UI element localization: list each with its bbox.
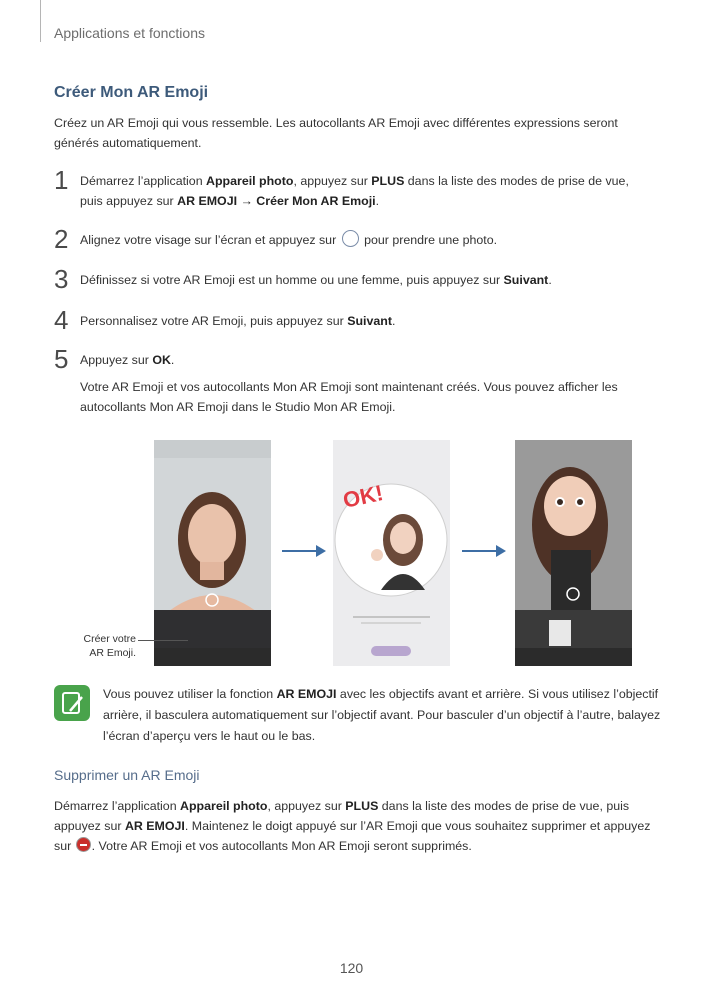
screenshot-ok-sticker	[333, 440, 450, 666]
delete-minus-icon	[76, 837, 91, 852]
step-number: 3	[54, 264, 69, 294]
camera-shutter-icon	[342, 230, 359, 247]
step-number: 5	[54, 344, 69, 374]
screenshot-selfie	[154, 440, 271, 666]
selfie-photo	[154, 440, 271, 666]
step-number: 2	[54, 224, 69, 254]
callout-label: Créer votre AR Emoji.	[83, 633, 136, 659]
delete-paragraph: Démarrez l’application Appareil photo, appuyez sur PLUS dans la liste des modes de prise de vue, puis appuyez sur AR EMOJI. Maintenez le doigt appuyé sur l’AR Emoji que vous souhaitez supprimer et appuyez sur . Votre AR Emoji et vos autocollants Mon AR Emoji seront supprimés.	[54, 799, 651, 853]
page-number: 120	[339, 960, 364, 976]
intro-paragraph: Créez un AR Emoji qui vous ressemble. Les autocollants AR Emoji avec différentes expressions seront générés automatiquement.	[54, 116, 618, 150]
page-header: Applications et fonctions	[54, 25, 205, 41]
note-pencil-icon	[54, 685, 90, 721]
subheading: Supprimer un AR Emoji	[54, 767, 200, 783]
page-edge-line	[40, 0, 41, 42]
note-text: Vous pouvez utiliser la fonction AR EMOJI avec les objectifs avant et arrière. Si vous utilisez l’objectif arrière, il basculera automatiquement sur l’objectif avant. Pour basculer d’un objectif à l’autre, balayez l’écran d’aperçu vers le haut ou le bas.	[103, 687, 661, 743]
step-text: Appuyez sur OK.	[80, 353, 175, 367]
arrow-right-icon	[282, 550, 324, 552]
callout-line	[138, 640, 188, 641]
step-text: Personnalisez votre AR Emoji, puis appuyez sur Suivant.	[80, 314, 396, 328]
bottom-toolbar	[154, 648, 271, 666]
step-5-detail: Votre AR Emoji et vos autocollants Mon AR Emoji sont maintenant créés. Vous pouvez afficher les autocollants Mon AR Emoji dans le Studio Mon AR Emoji.	[80, 380, 618, 414]
ok-sticker-text: OK!	[340, 480, 386, 513]
step-text: Démarrez l’application Appareil photo, appuyez sur PLUS dans la liste des modes de prise de vue, puis appuyez sur AR EMOJI → Créer Mon AR Emoji.	[80, 174, 629, 208]
ok-sticker-image	[333, 440, 450, 666]
ar-emoji-avatar	[515, 440, 632, 666]
step-text: Définissez si votre AR Emoji est un homme ou une femme, puis appuyez sur Suivant.	[80, 273, 552, 287]
step-number: 1	[54, 165, 69, 195]
bottom-toolbar	[515, 648, 632, 666]
step-text: Alignez votre visage sur l’écran et appuyez sur pour prendre une photo.	[80, 230, 650, 250]
screenshot-ar-emoji	[515, 440, 632, 666]
arrow-right-icon	[462, 550, 504, 552]
section-title: Créer Mon AR Emoji	[54, 84, 209, 101]
step-number: 4	[54, 305, 69, 335]
